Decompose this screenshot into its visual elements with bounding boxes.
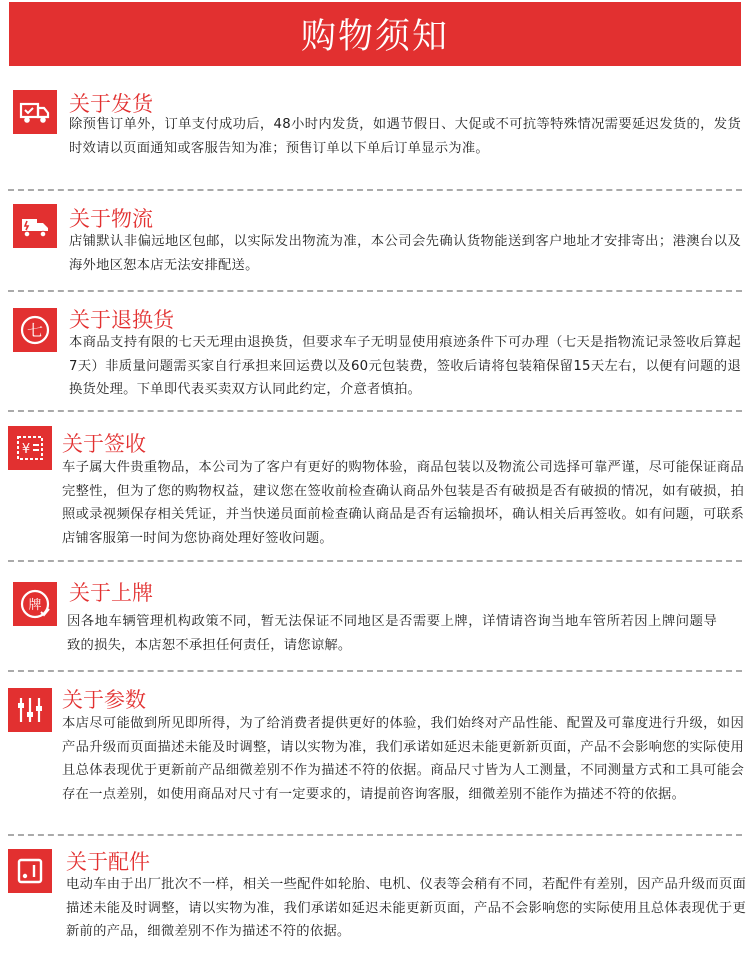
section-text-shipping: 除预售订单外，订单支付成功后，48小时内发货，如遇节假日、大促或不可抗等特殊情况需要延迟发货的，发货时效请以页面通知或客服告知为准；预售订单以下单后订单显示为准。 <box>69 117 741 156</box>
license-plate-icon <box>13 582 57 626</box>
divider <box>8 410 742 412</box>
section-title-parameters: 关于参数 <box>62 688 146 712</box>
divider <box>8 670 742 672</box>
section-title-logistics: 关于物流 <box>69 207 153 231</box>
parameters-sliders-icon <box>8 688 52 732</box>
page-title: 购物须知 <box>300 17 449 57</box>
delivery-truck-icon <box>13 90 57 134</box>
seven-char: 七 <box>26 321 44 340</box>
section-text-sign-receipt: 车子属大件贵重物品，本公司为了客户有更好的购物体验，商品包装以及物流公司选择可靠严谨，尽可能保证商品完整性，但为了您的购物权益，建议您在签收前检查确认商品外包装是否有破损是否有破损的情况，如有破损，拍照或录视频保存相关凭证，并当快递员面前检查确认商品是否有运输损坏，确认相关后再签收。如有问题，可联系店铺客服第一时间为您协商处理好签收问题。 <box>62 460 744 546</box>
seven-days-return-icon <box>13 308 57 352</box>
divider <box>8 290 742 292</box>
receipt-sign-icon <box>8 426 52 470</box>
divider <box>8 189 742 191</box>
section-title-returns: 关于退换货 <box>69 308 174 332</box>
section-text-accessories: 电动车由于出厂批次不一样，相关一些配件如轮胎、电机、仪表等会稍有不同，若配件有差别，因产品升级而页面描述未能及时调整，请以实物为准，我们承诺如延迟未能更新页面，产品不会影响您的实际使用且总体表现优于更新前的产品，细微差别不作为描述不符的依据。 <box>66 877 746 939</box>
header-banner <box>9 2 741 66</box>
svg-text:牌: 牌 <box>28 598 42 613</box>
section-title-sign-receipt: 关于签收 <box>62 432 146 456</box>
divider <box>8 834 742 836</box>
section-text-returns: 本商品支持有限的七天无理由退换货，但要求车子无明显使用痕迹条件下可办理（七天是指物流记录签收后算起7天）非质量问题需买家自行承担来回运费以及60元包装费，签收后请将包装箱保留15天左右，以便有问题的退换货处理。下单即代表买卖双方认同此约定，介意者慎拍。 <box>69 335 741 397</box>
logistics-truck-icon <box>13 204 57 248</box>
section-text-logistics: 店铺默认非偏远地区包邮，以实际发出物流为准，本公司会先确认货物能送到客户地址才安排寄出；港澳台以及海外地区恕本店无法安排配送。 <box>69 234 741 273</box>
section-title-accessories: 关于配件 <box>66 850 150 874</box>
accessory-part-icon <box>8 849 52 893</box>
svg-text:¥: ¥ <box>21 442 31 457</box>
section-text-license: 因各地车辆管理机构政策不同，暂无法保证不同地区是否需要上牌，详情请咨询当地车管所若因上牌问题导致的损失，本店恕不承担任何责任，请您谅解。 <box>67 614 717 653</box>
section-title-license: 关于上牌 <box>69 581 153 605</box>
section-title-shipping: 关于发货 <box>69 92 153 116</box>
divider <box>8 560 742 562</box>
section-text-parameters: 本店尽可能做到所见即所得，为了给消费者提供更好的体验，我们始终对产品性能、配置及可靠度进行升级，如因产品升级而页面描述未能及时调整，请以实物为准，我们承诺如延迟未能更新新页面，产品不会影响您的实际使用且总体表现优于更新前产品细微差别不作为描述不符的依据。商品尺寸皆为人工测量，不同测量方式和工具可能会存在一点差别，如使用商品对尺寸有一定要求的，请提前咨询客服，细微差别不能作为描述不符的依据。 <box>62 716 744 802</box>
